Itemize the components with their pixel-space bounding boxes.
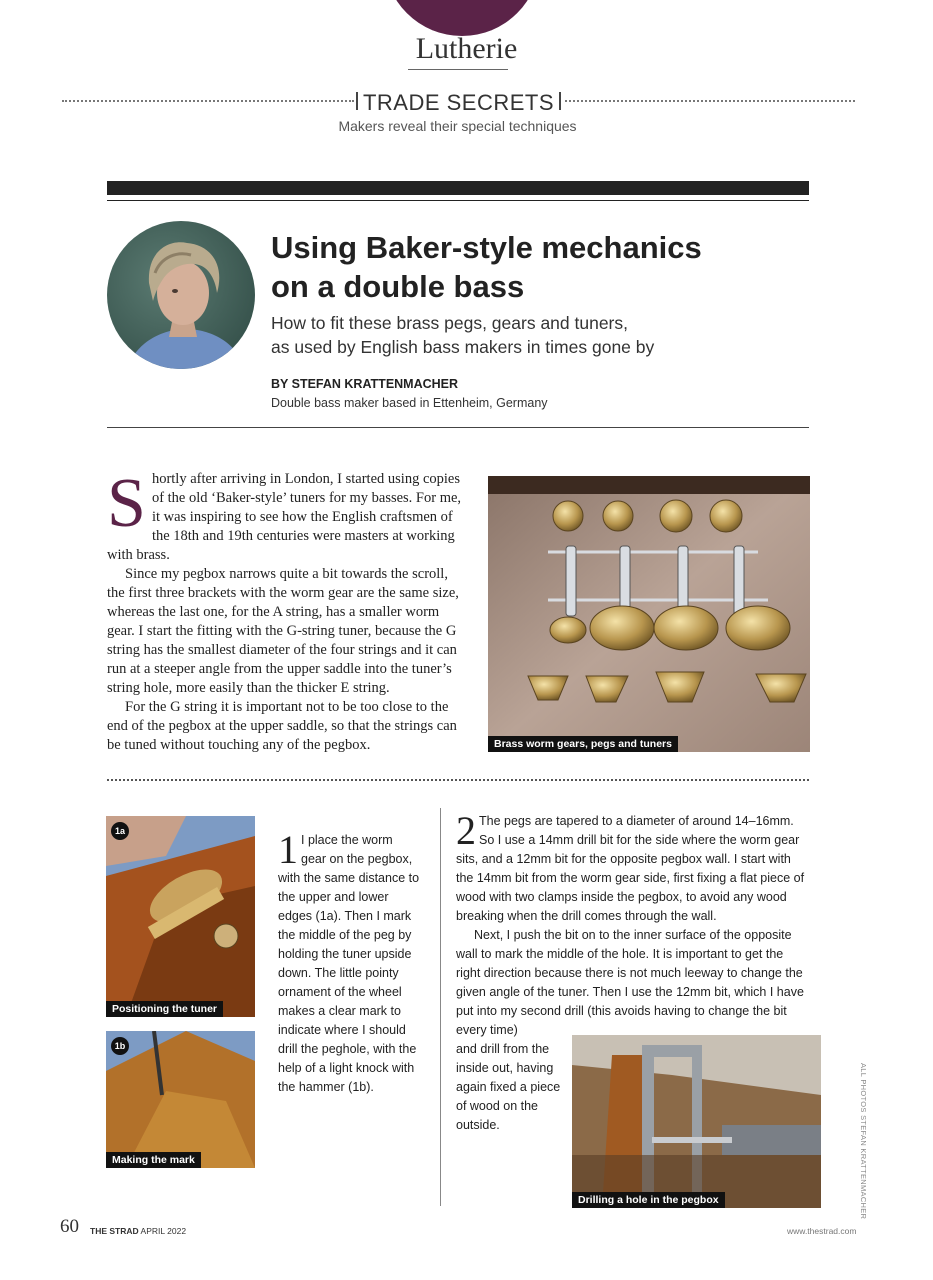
photo-caption-drill: Drilling a hole in the pegbox <box>572 1192 725 1208</box>
series-bar-right <box>559 92 561 110</box>
photo-caption-gears: Brass worm gears, pegs and tuners <box>488 736 678 752</box>
column-divider <box>440 808 441 1206</box>
standfirst-line-1: How to fit these brass pegs, gears and tuners, <box>271 313 628 333</box>
photo-credit <box>856 1063 870 1220</box>
step-2-p1-text: The pegs are tapered to a diameter of around 14–16mm. So I use a 14mm drill bit for the side where the worm gear sits, and a 12mm bit for the opposite pegbox wall. I start with the 14mm bit from the worm gear side, first fixing a flat piece of wood with two clamps inside the pegbox, to avoid any wood breaking when the drill comes through the wall. <box>456 814 805 923</box>
headline-line-2: on a double bass <box>271 269 525 304</box>
brass-gears-illustration <box>488 476 810 752</box>
step-1-number: 1 <box>278 827 298 872</box>
series-dotted-rule-right <box>565 100 855 102</box>
headline-line-1: Using Baker-style mechanics <box>271 230 702 265</box>
photo-brass-gears <box>488 476 810 752</box>
photo-1b-making-mark <box>106 1031 255 1168</box>
header-thin-rule <box>107 200 809 201</box>
section-title: Lutherie <box>415 32 518 65</box>
step-1-text <box>278 827 420 1097</box>
photo-credit-text: ALL PHOTOS STEFAN KRATTENMACHER <box>859 1063 868 1220</box>
step-2-paragraph-2-continued: and drill from the inside out, having again fixed a piece of wood on the outside. <box>456 1042 561 1132</box>
section-circle-decoration <box>384 0 540 36</box>
intro-paragraph-2: Since my pegbox narrows quite a bit towards the scroll, the first three brackets with the worm gear are the same size, whereas the last one, for the A string, has a smaller worm gear. I start the fitting with the G-string tuner, because the G string has the smallest diameter of the four strings and it can run at a steeper angle from the upper saddle into the tuner’s string hole, more easily than the thicker E string. <box>107 566 459 696</box>
series-bar-left <box>356 92 358 110</box>
issue-date: APRIL 2022 <box>140 1226 187 1236</box>
step-2-paragraph-2: Next, I push the bit on to the inner surface of the opposite wall to mark the middle of the hole. It is important to get the right direction because there is not much leeway to change the given angle of the tuner. Then I use the 12mm bit, which I have put into my second drill (this avoids having to change the bit every time) <box>456 928 804 1037</box>
article-headline <box>271 228 811 306</box>
byline: BY STEFAN KRATTENMACHER <box>271 377 459 391</box>
header-bottom-rule <box>107 427 809 428</box>
photo-drilling-hole <box>572 1035 821 1208</box>
series-dotted-rule-left <box>62 100 354 102</box>
series-title: TRADE SECRETS <box>362 90 555 115</box>
magazine-name: THE STRAD <box>90 1226 139 1236</box>
intro-paragraph-3: For the G string it is important not to be too close to the end of the pegbox at the upper saddle, so that the strings can be tuned without touching any of the pegbox. <box>107 699 457 753</box>
step-2-text <box>456 808 809 1040</box>
intro-body <box>107 465 469 755</box>
step-1-body: I place the worm gear on the pegbox, with the same distance to the upper and lower edges (1a). Then I mark the middle of the peg by holding the tuner upside down. The little pointy ornament of the wheel makes a clear mark to indicate where I should drill the peghole, with the help of a light knock with the hammer (1b). <box>278 833 420 1094</box>
folio <box>90 1226 186 1236</box>
figure-badge-1a: 1a <box>111 822 129 840</box>
website-url: www.thestrad.com <box>787 1226 857 1236</box>
standfirst-line-2: as used by English bass makers in times gone by <box>271 337 655 357</box>
page-number: 60 <box>60 1216 79 1237</box>
step-2-number: 2 <box>456 808 476 853</box>
photo-1a-positioning <box>106 816 255 1017</box>
intro-p1-text: hortly after arriving in London, I started using copies of the old ‘Baker-style’ tuners for my basses. For me, it was inspiring to see how the English craftsmen of the 18th and 19th centuries were masters at working with brass. <box>107 471 462 563</box>
photo-caption-1b: Making the mark <box>106 1152 201 1168</box>
step-2-paragraph-1 <box>456 808 809 926</box>
making-mark-illustration <box>106 1031 255 1168</box>
author-bio: Double bass maker based in Ettenheim, Germany <box>271 396 548 410</box>
intro-paragraph-1 <box>107 465 469 565</box>
article-standfirst <box>271 311 811 359</box>
photo-caption-1a: Positioning the tuner <box>106 1001 223 1017</box>
drop-cap: S <box>107 465 146 542</box>
figure-badge-1b: 1b <box>111 1037 129 1055</box>
section-title-underline <box>408 69 508 70</box>
section-dotted-divider <box>107 779 809 781</box>
series-subtitle: Makers reveal their special techniques <box>338 118 577 134</box>
header-dark-bar <box>107 181 809 195</box>
positioning-tuner-illustration <box>106 816 255 1017</box>
author-portrait <box>107 221 255 369</box>
drilling-illustration <box>572 1035 821 1208</box>
